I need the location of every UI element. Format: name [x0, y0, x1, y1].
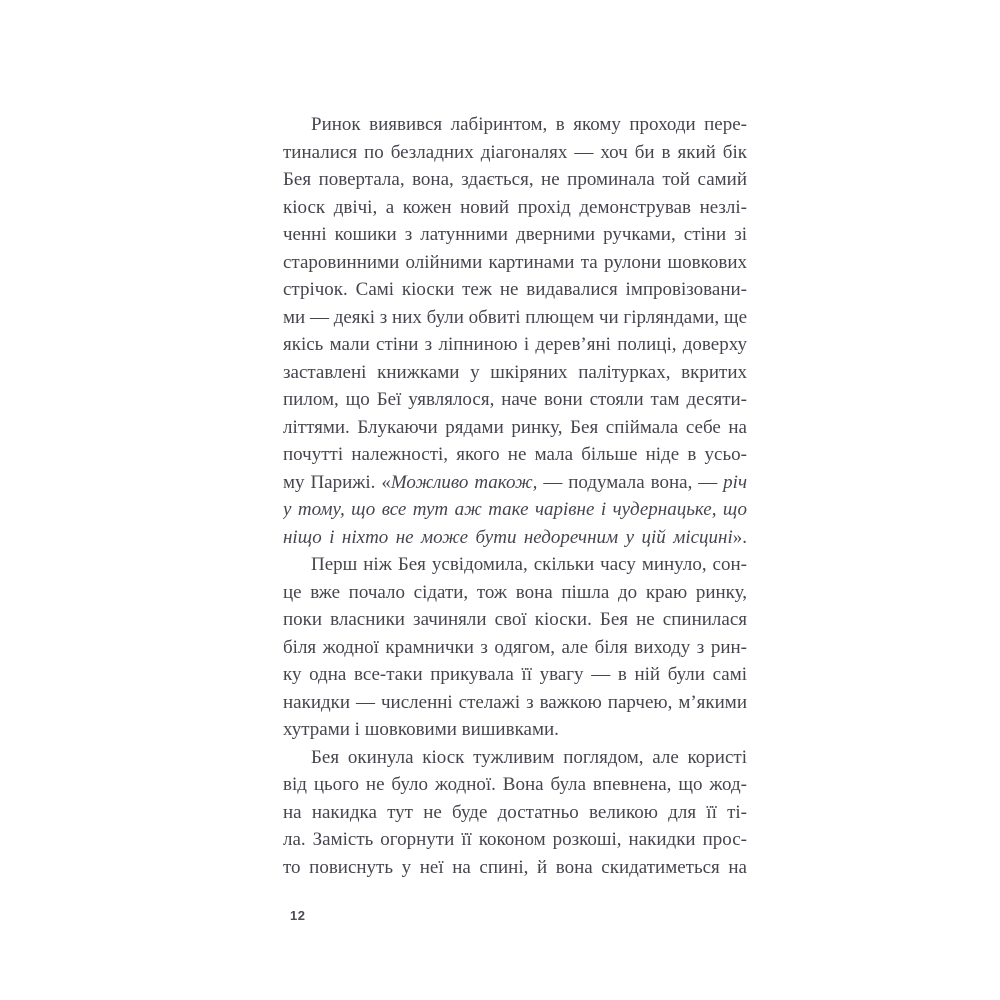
text-segment: на накидка тут не буде достатньо великою для її ті-: [283, 801, 747, 823]
text-line: [283, 661, 747, 689]
text-segment: — подумала вона, —: [543, 471, 724, 493]
text-line: [283, 249, 747, 277]
text-line: [283, 194, 747, 222]
text-line: [283, 111, 747, 139]
italic-text-segment: ніщо і ніхто не може бути недоречним у цій місцині: [283, 526, 733, 548]
text-segment: Бея окинула кіоск тужливим поглядом, але користі: [311, 746, 747, 768]
text-segment: заставлені книжками у шкіряних палітурках, вкритих: [283, 361, 747, 383]
text-segment: тиналися по безладних діагоналях — хоч би в який бік: [283, 141, 747, 163]
text-segment: якісь мали стіни з ліпниною і дерев’яні полиці, доверху: [283, 334, 747, 355]
italic-text-segment: річ: [723, 471, 747, 493]
text-segment: старовинними олійними картинами та рулони шовкових: [283, 251, 747, 273]
text-line: [283, 441, 747, 469]
text-segment: Бея повертала, вона, здається, не проминала той самий: [283, 169, 747, 190]
text-line: [283, 524, 747, 552]
text-segment: поки власники зачиняли свої кіоски. Бея не спинилася: [283, 609, 747, 630]
text-line: [283, 359, 747, 387]
italic-text-segment: у тому, що все тут аж таке чарівне і чудернацьке, що: [283, 499, 747, 520]
text-segment: кіоск двічі, а кожен новий прохід демонстрував незлі-: [283, 196, 747, 218]
text-line: [283, 166, 747, 194]
text-line: [283, 496, 747, 524]
italic-text-segment: Можливо також,: [390, 471, 544, 493]
text-line: [283, 826, 747, 854]
text-line: [283, 689, 747, 717]
text-line: [283, 386, 747, 414]
text-segment: му Парижі. «: [283, 471, 391, 493]
text-line: [283, 799, 747, 827]
text-block: [283, 111, 747, 881]
text-line: [283, 469, 747, 497]
text-line: [283, 634, 747, 662]
text-line: [283, 414, 747, 442]
text-line: [283, 716, 747, 744]
text-line: [283, 331, 747, 359]
text-segment: ».: [732, 526, 747, 548]
text-segment: ла. Замість огорнути її коконом розкоші, накидки прос-: [283, 829, 747, 850]
text-line: [283, 771, 747, 799]
text-segment: хутрами і шовковими вишивками.: [283, 719, 559, 740]
text-segment: то повиснуть у неї на спині, й вона скидатиметься на: [283, 856, 747, 878]
text-line: [283, 606, 747, 634]
text-line: [283, 221, 747, 249]
text-segment: почутті належності, якого не мала більше ніде в усьо-: [283, 444, 747, 465]
text-segment: накидки — численні стелажі з важкою парчею, м’якими: [283, 691, 747, 713]
text-segment: стрічок. Самі кіоски теж не видавалися імпровізовани-: [283, 279, 747, 300]
text-segment: від цього не було жодної. Вона була впевнена, що жод-: [283, 774, 747, 795]
text-line: [283, 744, 747, 772]
text-line: [283, 579, 747, 607]
text-line: [283, 139, 747, 167]
text-line: [283, 854, 747, 882]
text-segment: ченні кошики з латунними дверними ручками, стіни зі: [283, 224, 747, 245]
text-segment: Перш ніж Бея усвідомила, скільки часу минуло, сон-: [311, 554, 747, 575]
text-segment: біля жодної крамнички з одягом, але біля виходу з рин-: [283, 636, 747, 658]
text-line: [283, 304, 747, 332]
text-line: [283, 276, 747, 304]
page-number: 12: [290, 908, 306, 923]
text-segment: пилом, що Беї уявлялося, наче вони стояли там десяти-: [283, 389, 747, 410]
text-segment: Ринок виявився лабіринтом, в якому проходи пере-: [311, 114, 747, 135]
text-segment: ку одна все-таки прикувала її увагу — в ній були самі: [283, 664, 747, 685]
text-segment: це вже почало сідати, тож вона пішла до краю ринку,: [283, 581, 747, 603]
text-line: [283, 551, 747, 579]
text-segment: літтями. Блукаючи рядами ринку, Бея спіймала себе на: [283, 416, 747, 438]
text-segment: ми — деякі з них були обвиті плющем чи гірляндами, ще: [283, 306, 747, 328]
